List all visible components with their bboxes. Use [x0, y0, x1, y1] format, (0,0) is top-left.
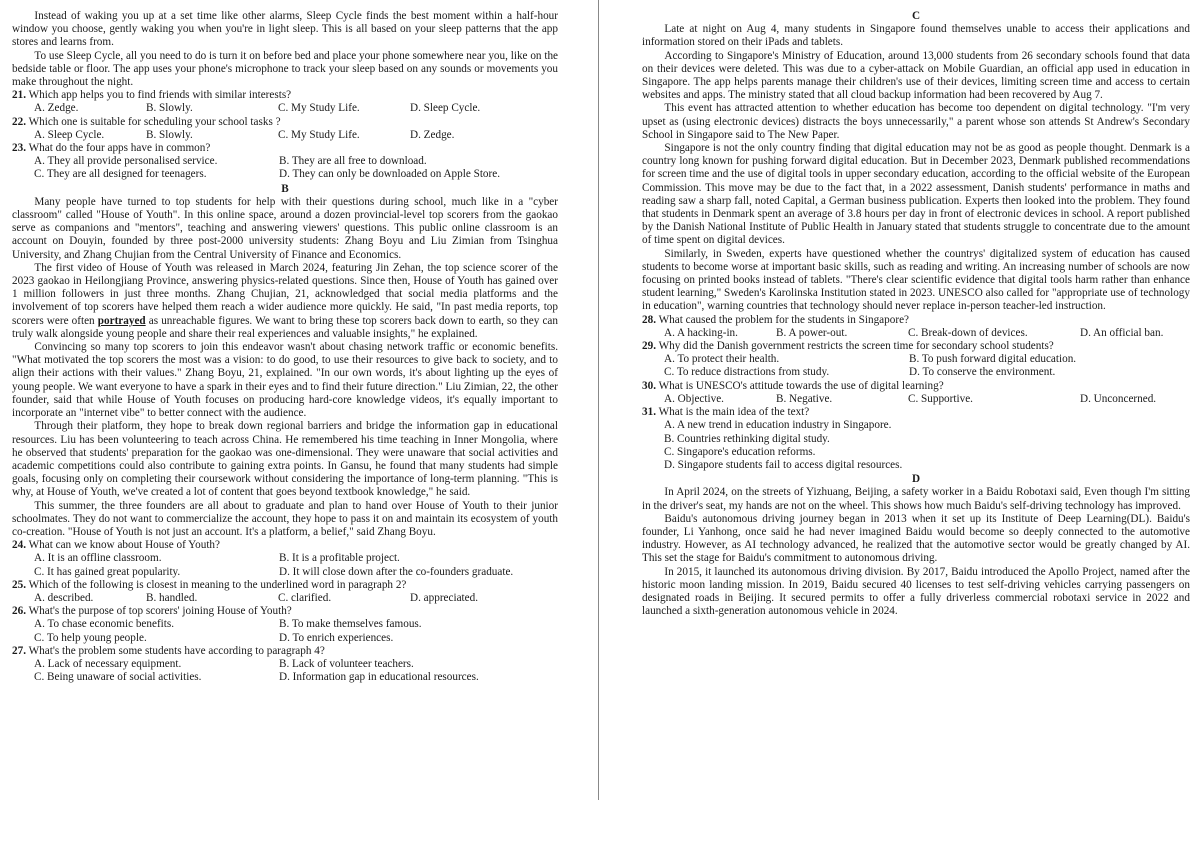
option[interactable]: B. Negative.: [776, 392, 833, 405]
question-31-options: [642, 419, 1190, 472]
option[interactable]: B. It is a profitable project.: [279, 552, 400, 565]
passage-c-paragraph: Similarly, in Sweden, experts have questioned whether the countrys' digitalized system of education has caused students to become worse at important basic skills, such as reading and writing. An increasing number of schools are now focusing on printed books instead of tablets. "There's clear scientific evidence that digital tools harm rather than enhance student learning," Sweden's Karolinska Institution stated in 2023. UNESCO also called for "appropriate use of technology in education", warning countries that technology should never replace in-person teacher-led instruction.: [642, 247, 1190, 313]
option[interactable]: B. Lack of volunteer teachers.: [279, 657, 414, 670]
option[interactable]: D. Sleep Cycle.: [410, 102, 481, 115]
passage-c-paragraph: Late at night on Aug 4, many students in Singapore found themselves unable to access their applications and information stored on their iPads and tablets.: [642, 23, 1190, 49]
option[interactable]: A. To chase economic benefits.: [34, 618, 175, 631]
option[interactable]: D. Zedge.: [410, 128, 455, 141]
option[interactable]: C. It has gained great popularity.: [34, 565, 181, 578]
option[interactable]: C. Being unaware of social activities.: [34, 671, 202, 684]
question-28: 28. What caused the problem for the students in Singapore?: [642, 313, 909, 326]
question-29: 29. Why did the Danish government restricts the screen time for secondary school students?: [642, 340, 1054, 353]
question-27: 27. What's the problem some students have according to paragraph 4?: [12, 644, 325, 657]
option[interactable]: A. described.: [34, 591, 94, 604]
question-23: 23. What do the four apps have in common?: [12, 142, 211, 155]
option[interactable]: D. An official ban.: [1080, 326, 1164, 339]
question-30-options: [642, 393, 1190, 406]
option[interactable]: B. Slowly.: [146, 128, 193, 141]
question-25: 25. Which of the following is closest in meaning to the underlined word in paragraph 2?: [12, 578, 407, 591]
option[interactable]: D. They can only be downloaded on Apple Store.: [279, 168, 501, 181]
option[interactable]: D. To enrich experiences.: [279, 631, 394, 644]
option[interactable]: C. My Study Life.: [278, 102, 360, 115]
question-26: 26. What's the purpose of top scorers' joining House of Youth?: [12, 605, 292, 618]
question-23-options: [12, 155, 558, 181]
passage-b-paragraph: This summer, the three founders are all about to graduate and plan to hand over House of Youth to their junior schoolmates. They do not want to commercialize the account, they hope to pass it on and maintain its ecosystem of youth co-creation. "House of Youth is not just an account. It's a platform, a belief," said Zhang Boyu.: [12, 499, 558, 538]
question-29-options: [642, 353, 1190, 379]
passage-c-paragraph: Singapore is not the only country finding that digital education may not be as good as people thought. Denmark is a country long known for pushing forward digital education. But in December 2023, Denmark published recommendations for screen time and the use of digital tools in upper secondary education, according to the official website of the European Commission. This move may be due to the fact that, in a 2022 assessment, Danish students' performance in maths and reading saw a sharp fall, noted Capital, a German business publication. Experts then looked into the problem. They found that students in Denmark spent an average of 3.8 hours per day in front of electronic devices in school. A report published by the Danish National Institute of Public Health in January stated that students struggle to concentrate due to the amount of time spent on digital devices.: [642, 142, 1190, 247]
option[interactable]: B. Slowly.: [146, 102, 193, 115]
question-24: 24. What can we know about House of Youth?: [12, 539, 220, 552]
column-divider: [598, 0, 599, 800]
question-21: 21. Which app helps you to find friends with similar interests?: [12, 89, 292, 102]
question-25-options: [12, 592, 558, 605]
question-26-options: [12, 618, 558, 644]
option[interactable]: B. To make themselves famous.: [279, 618, 422, 631]
left-column: [12, 10, 558, 684]
passage-a-paragraph: Instead of waking you up at a set time like other alarms, Sleep Cycle finds the best moment within a half-hour window you choose, gently waking you when you're in light sleep. This is all based on your sleep patterns that the app stores and learns from.: [12, 10, 558, 49]
passage-b-paragraph: Many people have turned to top students for help with their questions during school, much like in a "cyber classroom" called "House of Youth". In this online space, around a dozen provincial-level top scorers from the gaokao serve as companions and "mentors", teaching and answering viewers' questions. This public online classroom is an account on Douyin, founded by three post-2000 university students: Zhang Boyu and Liu Zimian from Tsinghua University, and Zhang Chujian from the Central University of Finance and Economics.: [12, 195, 558, 261]
option[interactable]: A. Sleep Cycle.: [34, 128, 105, 141]
option[interactable]: C. Singapore's education reforms.: [664, 445, 816, 458]
option[interactable]: D. appreciated.: [410, 591, 479, 604]
option[interactable]: C. To reduce distractions from study.: [664, 366, 830, 379]
passage-a-paragraph: To use Sleep Cycle, all you need to do is turn it on before bed and place your phone somewhere near you, like on the bedside table or floor. The app uses your phone's microphone to track your sleep based on any sounds or movements you make throughout the night.: [12, 49, 558, 89]
option[interactable]: D. It will close down after the co-founders graduate.: [279, 565, 514, 578]
option[interactable]: B. handled.: [146, 591, 198, 604]
option[interactable]: C. My Study Life.: [278, 128, 360, 141]
option[interactable]: C. clarified.: [278, 591, 332, 604]
option[interactable]: C. They are all designed for teenagers.: [34, 168, 207, 181]
passage-d-paragraph: In 2015, it launched its autonomous driving division. By 2017, Baidu introduced the Apollo Project, named after the historic moon landing mission. In 2019, Baidu secured 40 licenses to test self-driving vehicles carrying passengers on designated roads in Beijing. It secured permits to offer a fully driverless commercial robotaxi service in 2022 and launched a sixth-generation autonomous vehicle in 2024.: [642, 565, 1190, 618]
option[interactable]: D. Information gap in educational resources.: [279, 671, 479, 684]
section-d-label: D: [911, 473, 921, 486]
passage-d-paragraph: In April 2024, on the streets of Yizhuang, Beijing, a safety worker in a Baidu Robotaxi said, Even though I'm sitting in the driver's seat, my hands are not on the wheel. This shows how much Baidu's self-driving technology has improved.: [642, 486, 1190, 512]
option[interactable]: A. Objective.: [664, 392, 724, 405]
right-column: [642, 10, 1190, 618]
passage-c-paragraph: According to Singapore's Ministry of Education, around 13,000 students from 26 secondary schools found that data on their devices were deleted. This was due to a cyber-attack on Mobile Guardian, an official app used in education in Singapore. The app helps parents manage their children's use of their devices, limiting screen time and access to certain websites and apps. The ministry stated that all cloud backup information had been recovered by Aug 7.: [642, 49, 1190, 102]
option[interactable]: D. Singapore students fail to access digital resources.: [664, 458, 903, 471]
question-21-options: [12, 102, 558, 115]
passage-b-paragraph: Convincing so many top scorers to join this endeavor wasn't about chasing network traffic or economic benefits. "What motivated the top scorers the most was a vision: to do good, to use their resources to give back to society, and to align their actions with their values." Zhang Boyu, 21, explained. "In our own words, it's about lighting up the eyes of young people. We want everyone to have a spark in their eyes and to find their future direction." Liu Zimian, 22, the other founder, said that while House of Youth focuses on producing hard-core knowledge videos, it's equally important to incorporate an "internet vibe" to better connect with the audience.: [12, 341, 558, 420]
passage-b-paragraph-2: The first video of House of Youth was released in March 2024, featuring Jin Zehan, the top science scorer of the 2023 gaokao in Heilongjiang Province, answering physics-related questions. Since then, House of Youth has gained over 1 million followers in just three months. Zhang Chujian, 21, acknowledged that social media platforms and the involvement of top scorers have helped them reach a wider audience more quickly. He said, "In past media reports, top scorers were often portrayed as unreachable figures. We want to bring these top scorers back down to earth, so they can truly walk alongside young people and share their real experiences and valuable insights," he explained.: [12, 261, 558, 340]
option[interactable]: D. To conserve the environment.: [909, 366, 1056, 379]
option[interactable]: B. To push forward digital education.: [909, 353, 1077, 366]
underlined-word: portrayed: [97, 314, 146, 327]
passage-b-paragraph: Through their platform, they hope to break down regional barriers and bridge the information gap in educational resources. Liu has been volunteering to teach across China. He remembered his time teaching in Inner Mongolia, where he observed that students' preparation for the gaokao was one-dimensional. They were unaware that social activities and academic competitions could also contribute to gaining extra points. In Gansu, he found that many students had simple goals, focusing only on completing their coursework without considering the importance of long-term planning. "This is why, at House of Youth, we've created a lot of content that goes beyond textbook knowledge," he said.: [12, 420, 558, 499]
question-22-options: [12, 129, 558, 142]
question-27-options: [12, 658, 558, 684]
option[interactable]: C. Supportive.: [908, 392, 973, 405]
option[interactable]: C. Break-down of devices.: [908, 326, 1028, 339]
question-24-options: [12, 552, 558, 578]
option[interactable]: A. It is an offline classroom.: [34, 552, 162, 565]
option[interactable]: B. A power-out.: [776, 326, 848, 339]
option[interactable]: B. They are all free to download.: [279, 155, 427, 168]
option[interactable]: B. Countries rethinking digital study.: [664, 432, 830, 445]
option[interactable]: A. Lack of necessary equipment.: [34, 657, 182, 670]
question-31: 31. What is the main idea of the text?: [642, 406, 810, 419]
section-b-label: B: [281, 182, 289, 195]
option[interactable]: A. A hacking-in.: [664, 326, 738, 339]
passage-d-paragraph: Baidu's autonomous driving journey began in 2013 when it set up its Institute of Deep Learning(DL). Baidu's founder, Li Yanhong, once said he had never imagined Baidu would become so deeply connected to the automotive industry. However, as AI technology advanced, he realized that the automotive sector would be greatly changed by AI. This set the stage for Baidu's commitment to autonomous driving.: [642, 512, 1190, 565]
question-22: 22. Which one is suitable for scheduling your school tasks ?: [12, 115, 281, 128]
option[interactable]: D. Unconcerned.: [1080, 392, 1157, 405]
passage-c-paragraph: This event has attracted attention to whether education has become too dependent on digital technology. "I'm very upset as (using electronic devices) distracts the boys unnecessarily," a parent whose son attends St Andrew's Secondary School in Singapore said to The New Paper.: [642, 102, 1190, 141]
option[interactable]: A. A new trend in education industry in Singapore.: [664, 419, 892, 432]
option[interactable]: A. To protect their health.: [664, 353, 780, 366]
option[interactable]: A. Zedge.: [34, 102, 79, 115]
option[interactable]: C. To help young people.: [34, 631, 147, 644]
question-30: 30. What is UNESCO's attitude towards the use of digital learning?: [642, 379, 944, 392]
option[interactable]: A. They all provide personalised service.: [34, 155, 218, 168]
section-c-label: C: [911, 10, 921, 22]
question-28-options: [642, 327, 1190, 340]
